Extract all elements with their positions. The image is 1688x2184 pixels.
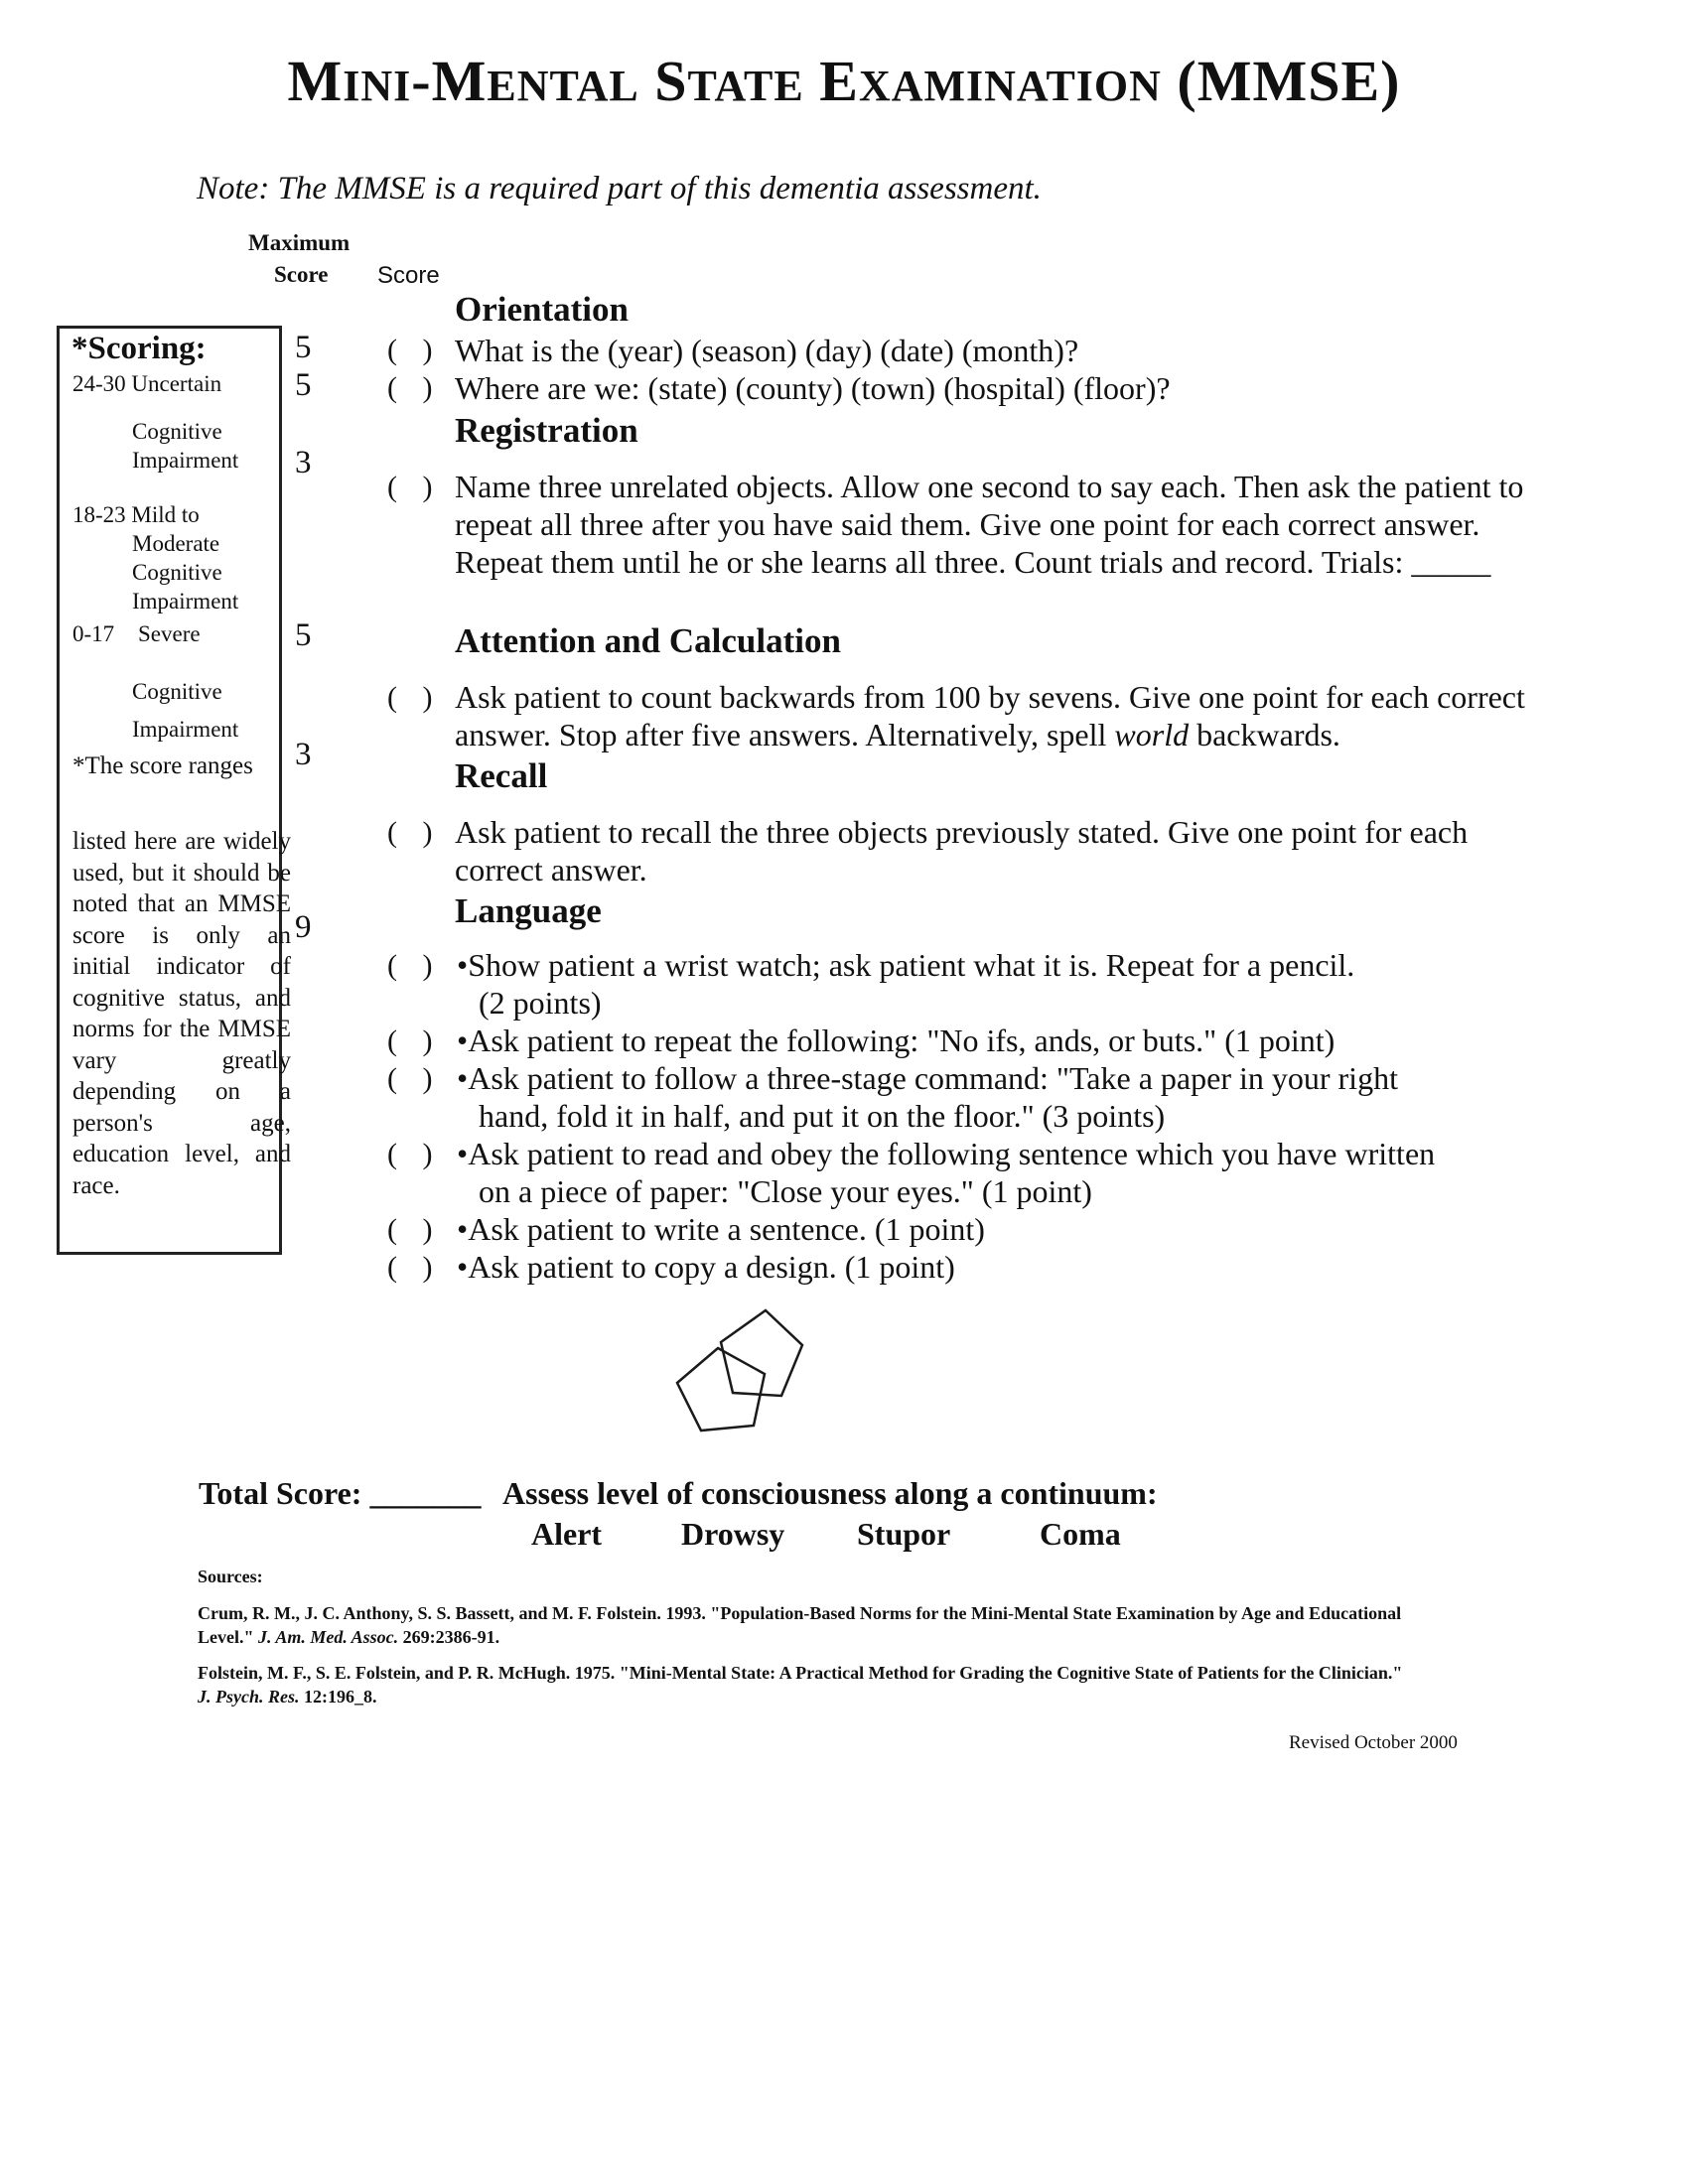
question-orientation-2: Where are we: (state) (county) (town) (hospital) (floor)? <box>455 370 1171 406</box>
question-language-1: •Show patient a wrist watch; ask patient what it is. Repeat for a pencil. (2 points) <box>457 947 1355 1021</box>
scoring-range-2: 18-23 Mild to <box>72 502 200 527</box>
note: Note: The MMSE is a required part of this dementia assessment. <box>197 171 1042 206</box>
level-stupor: Stupor <box>857 1516 951 1552</box>
score-blank[interactable]: ( ) <box>387 681 433 714</box>
scoring-range-2-line4: Impairment <box>132 589 239 614</box>
max-score-orientation-2: 5 <box>295 367 312 403</box>
scoring-ranges-note: *The score ranges <box>72 752 253 779</box>
scoring-range-3-line3: Impairment <box>132 717 239 742</box>
max-score-registration: 3 <box>295 445 312 480</box>
scoring-heading: *Scoring: <box>71 331 207 366</box>
section-orientation: Orientation <box>455 290 629 329</box>
question-language-3: •Ask patient to follow a three-stage command: "Take a paper in your right hand, fold it in half, and put it on the floor." (3 points) <box>457 1060 1398 1134</box>
scoring-range-2-line3: Cognitive <box>132 560 222 585</box>
consciousness-prompt: Assess level of consciousness along a continuum: <box>502 1475 1158 1511</box>
source-citation-2: Folstein, M. F., S. E. Folstein, and P. R. McHugh. 1975. "Mini-Mental State: A Practical Method for Grading the Cognitive State of Patients for the Clinician." J. Psych. Res. 12:196_8. <box>198 1663 1403 1706</box>
question-registration: Name three unrelated objects. Allow one second to say each. Then ask the patient to repeat all three after you have said them. Give one point for each correct answer. Repeat them until he or she learns all three. Count trials and record. Trials: _____ <box>455 469 1524 580</box>
score-blank[interactable]: ( ) <box>387 1251 433 1284</box>
section-attention: Attention and Calculation <box>455 621 841 660</box>
scoring-range-3: 0-17 <box>72 621 115 646</box>
scoring-range-1: 24-30 Uncertain <box>72 371 222 396</box>
score-blank[interactable]: ( ) <box>387 1024 433 1057</box>
score-blank[interactable]: ( ) <box>387 334 433 366</box>
scoring-range-3-line2: Cognitive <box>132 679 222 704</box>
pentagons-design <box>645 1291 874 1469</box>
scoring-box <box>57 326 291 1255</box>
page-title: MINI-MENTAL STATE EXAMINATION (MMSE) <box>287 49 1401 113</box>
score-blank[interactable]: ( ) <box>387 1138 433 1170</box>
scoring-range-1-line3: Impairment <box>132 448 239 473</box>
section-recall: Recall <box>455 756 548 795</box>
scoring-paragraph: listed here are widely used, but it should be noted that an MMSE score is only an initial indicator of cognitive status, and norms for the MMSE vary greatly depending on a person's age, education level, and race. <box>72 828 291 1199</box>
total-score: Total Score: _______ <box>199 1475 482 1511</box>
max-score-orientation-1: 5 <box>295 330 312 365</box>
scoring-range-3-label: Severe <box>138 621 201 646</box>
score-blank[interactable]: ( ) <box>387 816 433 849</box>
max-score-heading-line1: Maximum <box>248 230 351 255</box>
max-score-attention: 5 <box>295 617 312 653</box>
level-drowsy: Drowsy <box>681 1516 785 1552</box>
section-language: Language <box>455 891 602 930</box>
max-score-recall: 3 <box>295 737 312 772</box>
section-registration: Registration <box>455 411 638 450</box>
source-citation-1: Crum, R. M., J. C. Anthony, S. S. Bassett, and M. F. Folstein. 1993. "Population-Based Norms for the Mini-Mental State Examination by Age and Educational Level." J. Am. Med. Assoc. 269:2386-91. <box>198 1603 1402 1647</box>
question-orientation-1: What is the (year) (season) (day) (date) (month)? <box>455 333 1079 368</box>
sources-heading: Sources: <box>198 1567 263 1586</box>
score-blank[interactable]: ( ) <box>387 1062 433 1095</box>
score-heading: Score <box>377 262 440 289</box>
scoring-range-2-line2: Moderate <box>132 531 220 556</box>
score-blank[interactable]: ( ) <box>387 371 433 404</box>
pentagon-left <box>677 1348 765 1431</box>
scoring-range-1-line2: Cognitive <box>132 419 222 444</box>
level-coma: Coma <box>1040 1516 1121 1552</box>
score-blank[interactable]: ( ) <box>387 1213 433 1246</box>
question-language-5: •Ask patient to write a sentence. (1 point) <box>457 1211 985 1247</box>
question-language-6: •Ask patient to copy a design. (1 point) <box>457 1249 955 1285</box>
score-blank[interactable]: ( ) <box>387 949 433 982</box>
question-language-4: •Ask patient to read and obey the following sentence which you have written on a piece of paper: "Close your eyes." (1 point) <box>457 1136 1436 1209</box>
score-blank[interactable]: ( ) <box>387 471 433 503</box>
question-recall: Ask patient to recall the three objects previously stated. Give one point for each correct answer. <box>455 814 1469 887</box>
question-attention: Ask patient to count backwards from 100 by sevens. Give one point for each correct answer. Stop after five answers. Alternatively, spell world backwards. <box>455 679 1525 752</box>
level-alert: Alert <box>531 1516 603 1552</box>
max-score-heading-line2: Score <box>274 262 329 287</box>
question-language-2: •Ask patient to repeat the following: "No ifs, ands, or buts." (1 point) <box>457 1023 1336 1058</box>
max-score-language: 9 <box>295 909 312 945</box>
revised-date: Revised October 2000 <box>1289 1732 1458 1753</box>
